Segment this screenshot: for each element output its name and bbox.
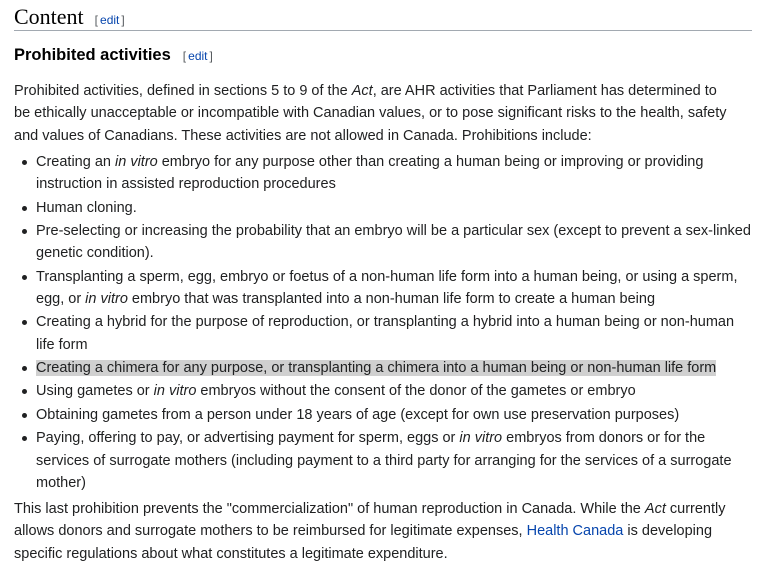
intro-act-italic: Act xyxy=(351,83,373,99)
list-item: Human cloning. xyxy=(36,197,752,219)
closing-paragraph xyxy=(14,498,734,565)
list-item: Using gametes or in vitro embryos without the consent of the donor of the gametes or embryo xyxy=(36,380,752,402)
section-title: Prohibited activities xyxy=(14,46,171,64)
bullet-icon xyxy=(22,320,27,325)
bullet-icon xyxy=(22,160,27,165)
prohibitions-list xyxy=(14,151,752,494)
content-heading xyxy=(14,0,752,31)
content-edit-section: [ edit ] xyxy=(94,13,125,27)
intro-text-2: , are AHR activities that Parliament has determined to be ethically unacceptable or incompatible with Canadian values, or to pose significant risks to the health, safety and values of Canadians. These activities are not allowed in Canada. Prohibitions include: xyxy=(14,83,727,144)
intro-text-1: Prohibited activities, defined in sections 5 to 9 of the xyxy=(14,83,352,99)
bullet-icon xyxy=(22,436,27,441)
closing-act-italic: Act xyxy=(644,501,666,518)
closing-text-3: is developing specific regulations about what constitutes a legitimate expenditure. xyxy=(14,523,713,562)
closing-text-1: This last prohibition prevents the "commercialization" of human reproduction in Canada. While the xyxy=(14,501,645,518)
list-item: Creating an in vitro embryo for any purpose other than creating a human being or improving or providing instruction in assisted reproduction procedures xyxy=(36,151,752,196)
section-edit-section: [ edit ] xyxy=(182,49,213,63)
section-edit-link[interactable]: edit xyxy=(188,49,208,63)
bullet-icon xyxy=(22,275,27,280)
list-item: Creating a hybrid for the purpose of reproduction, or transplanting a hybrid into a human being or non-human life form xyxy=(36,311,752,356)
bullet-icon xyxy=(22,229,27,234)
content-title: Content xyxy=(14,4,84,29)
section-heading xyxy=(14,46,752,68)
health-canada-link[interactable]: Health Canada xyxy=(526,523,624,540)
intro-paragraph xyxy=(14,80,734,147)
bullet-icon xyxy=(22,389,27,394)
bullet-icon xyxy=(22,366,27,371)
closing-text-2: currently allows donors and surrogate mothers to be reimbursed for legitimate expenses, xyxy=(14,501,726,540)
list-item: Transplanting a sperm, egg, embryo or foetus of a non-human life form into a human being, or using a sperm, egg, or in vitro embryo that was transplanted into a non-human life form to create a human being xyxy=(36,266,752,311)
list-item: Paying, offering to pay, or advertising payment for sperm, eggs or in vitro embryos from donors or for the services of surrogate mothers (including payment to a third party for arranging for the services of a surrogate mother) xyxy=(36,427,752,494)
content-edit-link[interactable]: edit xyxy=(100,13,120,27)
bullet-icon xyxy=(22,206,27,211)
list-item-highlighted: Creating a chimera for any purpose, or transplanting a chimera into a human being or non-human life form xyxy=(36,357,752,379)
list-item: Obtaining gametes from a person under 18 years of age (except for own use preservation purposes) xyxy=(36,404,752,426)
list-item: Pre-selecting or increasing the probability that an embryo will be a particular sex (except to prevent a sex-linked genetic condition). xyxy=(36,220,752,265)
bullet-icon xyxy=(22,413,27,418)
